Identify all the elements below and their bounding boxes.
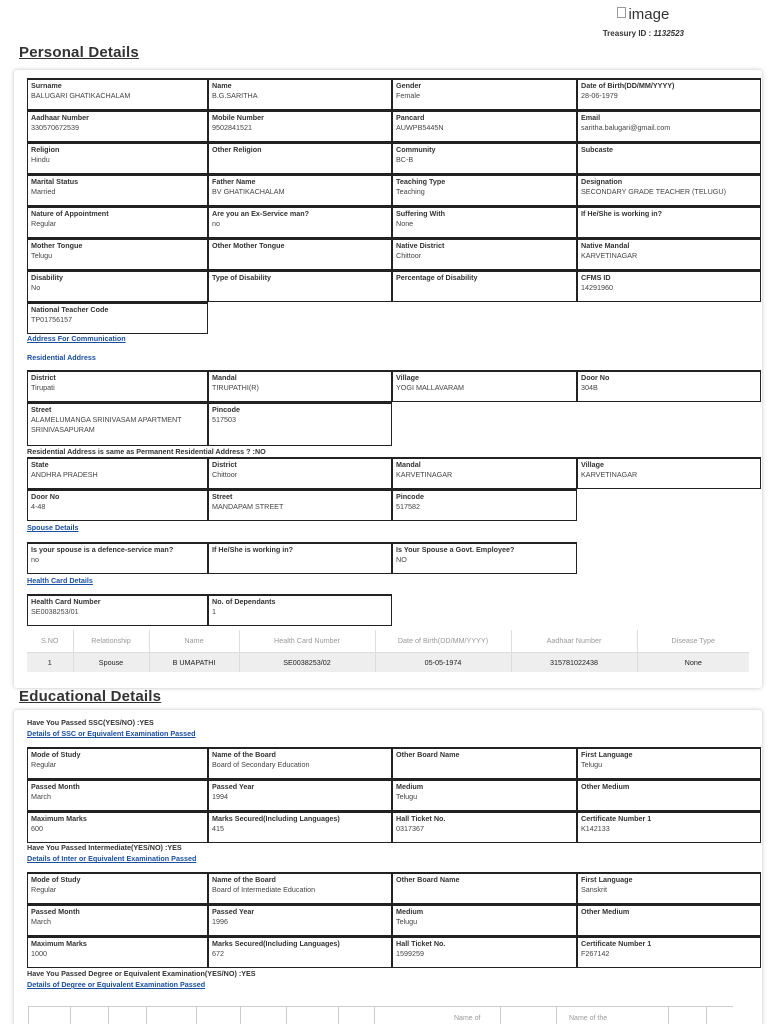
broken-image-icon: image: [617, 6, 669, 23]
field-medium: [392, 904, 577, 936]
field-suffering-with: [392, 206, 577, 238]
field-label: Village: [581, 460, 605, 469]
field-label: If He/She is working in?: [581, 209, 663, 218]
field-label: Father Name: [212, 177, 256, 186]
field-certificate-number-1: [577, 936, 761, 968]
field-value: Board of Secondary Education: [212, 760, 310, 769]
field-label: Teaching Type: [396, 177, 446, 186]
field-label: Pancard: [396, 113, 425, 122]
field-value: Chittoor: [212, 470, 238, 479]
field-other-religion: [208, 142, 392, 174]
field-email: [577, 110, 761, 142]
table-divider: [706, 1007, 707, 1024]
column-header: Health Card Number: [239, 630, 375, 652]
table-divider: [28, 1007, 29, 1024]
field-value: No: [31, 283, 41, 292]
field-label: District: [31, 373, 56, 382]
field-native-mandal: [577, 238, 761, 270]
field-other-board-name: [392, 872, 577, 904]
field-value: 14291960: [581, 283, 613, 292]
field-name-of-the-board: [208, 747, 392, 779]
field-label: Designation: [581, 177, 623, 186]
spouse-details-link[interactable]: Spouse Details: [27, 523, 79, 532]
field-value: 9502841521: [212, 123, 252, 132]
field-first-language: [577, 747, 761, 779]
field-label: Disability: [31, 273, 63, 282]
field-value: SE0038253/01: [31, 607, 79, 616]
field-value: saritha.balugari@gmail.com: [581, 123, 671, 132]
field-label: Marital Status: [31, 177, 79, 186]
field-value: AUWPB5445N: [396, 123, 444, 132]
field-district: [208, 457, 392, 489]
field-cfms-id: [577, 270, 761, 302]
field-value: BC-B: [396, 155, 414, 164]
inter-details-link[interactable]: Details of Inter or Equivalent Examination Passed: [27, 854, 197, 863]
field-value: no: [212, 219, 220, 228]
field-value: Sanskrit: [581, 885, 607, 894]
field-label: Mandal: [396, 460, 421, 469]
column-header: Date of Birth(DD/MM/YYYY): [375, 630, 511, 652]
field-value: Teaching: [396, 187, 425, 196]
field-other-medium: [577, 779, 761, 811]
field-religion: [27, 142, 208, 174]
field-label: Aadhaar Number: [31, 113, 89, 122]
field-label: No. of Dependants: [212, 597, 276, 606]
field-value: no: [31, 555, 39, 564]
field-are-you-an-ex-service-man: [208, 206, 392, 238]
field-label: District: [212, 460, 237, 469]
field-value: K142133: [581, 824, 610, 833]
field-label: Other Board Name: [396, 750, 460, 759]
field-medium: [392, 779, 577, 811]
field-label: Hall Ticket No.: [396, 939, 446, 948]
field-label: Other Board Name: [396, 875, 460, 884]
column-header: Disease Type: [637, 630, 749, 652]
field-value: Female: [396, 91, 420, 100]
field-value: Tirupati: [31, 383, 55, 392]
field-designation: [577, 174, 761, 206]
field-hall-ticket-no: [392, 811, 577, 843]
field-value: B.G.SARITHA: [212, 91, 258, 100]
health-card-details-link[interactable]: Health Card Details: [27, 576, 93, 585]
field-value: YOGI MALLAVARAM: [396, 383, 465, 392]
field-label: Maximum Marks: [31, 939, 87, 948]
field-label: Medium: [396, 782, 424, 791]
field-mandal: [208, 370, 392, 402]
field-passed-year: [208, 904, 392, 936]
column-header: Name: [149, 630, 239, 652]
field-name-of-the-board: [208, 872, 392, 904]
field-pancard: [392, 110, 577, 142]
field-marital-status: [27, 174, 208, 206]
field-label: Mode of Study: [31, 750, 81, 759]
field-value: 415: [212, 824, 224, 833]
field-maximum-marks: [27, 811, 208, 843]
field-label: Is your spouse is a defence-service man?: [31, 545, 174, 554]
field-value: KARVETINAGAR: [396, 470, 453, 479]
field-label: Date of Birth(DD/MM/YYYY): [581, 81, 675, 90]
field-value: 330570672539: [31, 123, 79, 132]
field-value: 0317367: [396, 824, 424, 833]
field-label: Door No: [31, 492, 60, 501]
column-header: Relationship: [73, 630, 149, 652]
field-value: NO: [396, 555, 407, 564]
field-passed-month: [27, 904, 208, 936]
field-value: Board of Intermediate Education: [212, 885, 316, 894]
field-health-card-number: [27, 594, 208, 626]
field-state: [27, 457, 208, 489]
field-other-medium: [577, 904, 761, 936]
field-value: 28-06-1979: [581, 91, 618, 100]
field-label: Medium: [396, 907, 424, 916]
field-hall-ticket-no: [392, 936, 577, 968]
field-disability: [27, 270, 208, 302]
treasury-id: Treasury ID : 1132523: [602, 29, 684, 38]
field-label: Village: [396, 373, 420, 382]
field-value: 1599259: [396, 949, 424, 958]
field-value: KARVETINAGAR: [581, 251, 638, 260]
field-label: First Language: [581, 750, 633, 759]
field-value: 1996: [212, 917, 228, 926]
field-label: Health Card Number: [31, 597, 101, 606]
field-label: Native Mandal: [581, 241, 630, 250]
field-label: Gender: [396, 81, 422, 90]
field-door-no: [27, 489, 208, 521]
field-gender: [392, 78, 577, 110]
field-street: [27, 402, 208, 446]
field-pincode: [208, 402, 392, 446]
field-label: Certificate Number 1: [581, 939, 652, 948]
table-divider: [668, 1007, 669, 1024]
field-name: [208, 78, 392, 110]
field-value: ANDHRA PRADESH: [31, 470, 98, 479]
degree-note: Have You Passed Degree or Equivalent Examination(YES/NO) :YES: [27, 969, 256, 978]
field-label: Other Religion: [212, 145, 262, 154]
field-label: Surname: [31, 81, 62, 90]
field-label: Type of Disability: [212, 273, 271, 282]
residential-address-link[interactable]: Residential Address: [27, 353, 96, 362]
field-value: 304B: [581, 383, 598, 392]
educational-details-title: Educational Details: [19, 688, 162, 705]
field-label: Certificate Number 1: [581, 814, 652, 823]
field-passed-month: [27, 779, 208, 811]
field-value: None: [396, 219, 414, 228]
address-for-communication-link[interactable]: Address For Communication: [27, 334, 126, 343]
field-label: Passed Month: [31, 782, 80, 791]
field-value: MANDAPAM STREET: [212, 502, 284, 511]
table-divider: [70, 1007, 71, 1024]
field-label: Subcaste: [581, 145, 613, 154]
table-cell: SE0038253/02: [239, 652, 375, 672]
field-value: BALUGARI GHATIKACHALAM: [31, 91, 131, 100]
field-value: 1: [212, 607, 216, 616]
table-cell: 315781022438: [511, 652, 637, 672]
field-marks-secured-including-languages: [208, 811, 392, 843]
field-value: 600: [31, 824, 43, 833]
field-label: Percentage of Disability: [396, 273, 478, 282]
field-value: 517503: [212, 415, 236, 424]
field-label: Marks Secured(Including Languages): [212, 939, 340, 948]
field-aadhaar-number: [27, 110, 208, 142]
degree-table-header: Name of the: [569, 1015, 608, 1022]
field-village: [392, 370, 577, 402]
field-label: Passed Year: [212, 907, 255, 916]
field-label: Street: [212, 492, 233, 501]
field-label: Door No: [581, 373, 610, 382]
column-header: Aadhaar Number: [511, 630, 637, 652]
field-label: Marks Secured(Including Languages): [212, 814, 340, 823]
field-label: Passed Month: [31, 907, 80, 916]
field-value: March: [31, 792, 51, 801]
ssc-details-link[interactable]: Details of SSC or Equivalent Examination Passed: [27, 729, 196, 738]
field-label: Are you an Ex-Service man?: [212, 209, 310, 218]
field-percentage-of-disability: [392, 270, 577, 302]
field-certificate-number-1: [577, 811, 761, 843]
header-block: [603, 6, 684, 38]
field-value: Regular: [31, 219, 57, 228]
field-label: Pincode: [212, 405, 240, 414]
column-header: S.NO: [27, 630, 73, 652]
field-label: Name of the Board: [212, 750, 276, 759]
table-divider: [338, 1007, 339, 1024]
field-nature-of-appointment: [27, 206, 208, 238]
table-cell: Spouse: [73, 652, 149, 672]
field-door-no: [577, 370, 761, 402]
table-row: [27, 652, 749, 672]
field-teaching-type: [392, 174, 577, 206]
table-divider: [146, 1007, 147, 1024]
field-value: KARVETINAGAR: [581, 470, 638, 479]
field-other-board-name: [392, 747, 577, 779]
field-value: 672: [212, 949, 224, 958]
ssc-note: Have You Passed SSC(YES/NO) :YES: [27, 718, 154, 727]
field-label: Name: [212, 81, 232, 90]
field-national-teacher-code: [27, 302, 208, 334]
field-value: TIRUPATHI(R): [212, 383, 259, 392]
table-divider: [240, 1007, 241, 1024]
field-label: Is Your Spouse a Govt. Employee?: [396, 545, 515, 554]
inter-note: Have You Passed Intermediate(YES/NO) :YES: [27, 843, 182, 852]
field-first-language: [577, 872, 761, 904]
field-pincode: [392, 489, 577, 521]
field-value: Telugu: [396, 792, 418, 801]
field-value: 1000: [31, 949, 47, 958]
same-address-note: Residential Address is same as Permanent Residential Address ? :NO: [27, 447, 266, 456]
field-label: Mode of Study: [31, 875, 81, 884]
field-label: National Teacher Code: [31, 305, 109, 314]
table-cell: 05-05-1974: [375, 652, 511, 672]
field-label: Other Medium: [581, 907, 630, 916]
field-value: March: [31, 917, 51, 926]
field-label: Other Medium: [581, 782, 630, 791]
field-community: [392, 142, 577, 174]
field-label: Hall Ticket No.: [396, 814, 446, 823]
field-label: Community: [396, 145, 436, 154]
dependents-table: [27, 630, 749, 672]
field-value: Hindu: [31, 155, 50, 164]
field-value: ALAMELUMANGA SRINIVASAM APARTMENT SRINIVASAPURAM: [31, 415, 182, 434]
degree-table-header: Name of: [454, 1015, 481, 1022]
field-label: First Language: [581, 875, 633, 884]
field-label: CFMS ID: [581, 273, 611, 282]
field-value: 4-48: [31, 502, 46, 511]
field-value: F267142: [581, 949, 610, 958]
table-divider: [196, 1007, 197, 1024]
table-cell: None: [637, 652, 749, 672]
field-label: Pincode: [396, 492, 424, 501]
field-type-of-disability: [208, 270, 392, 302]
field-native-district: [392, 238, 577, 270]
field-label: Maximum Marks: [31, 814, 87, 823]
dependents-header-row: [27, 630, 749, 652]
field-if-he-she-is-working-in: [208, 542, 392, 574]
field-value: Married: [31, 187, 56, 196]
field-label: Other Mother Tongue: [212, 241, 285, 250]
field-value: Telugu: [31, 251, 53, 260]
field-other-mother-tongue: [208, 238, 392, 270]
personal-details-title: Personal Details: [19, 44, 139, 61]
field-label: Street: [31, 405, 52, 414]
field-label: Name of the Board: [212, 875, 276, 884]
field-maximum-marks: [27, 936, 208, 968]
field-value: Chittoor: [396, 251, 422, 260]
field-mode-of-study: [27, 872, 208, 904]
field-mode-of-study: [27, 747, 208, 779]
field-value: Telugu: [581, 760, 603, 769]
field-father-name: [208, 174, 392, 206]
field-value: Regular: [31, 885, 57, 894]
field-surname: [27, 78, 208, 110]
field-value: BV GHATIKACHALAM: [212, 187, 285, 196]
field-is-your-spouse-a-govt-employee: [392, 542, 577, 574]
field-if-he-she-is-working-in: [577, 206, 761, 238]
field-label: State: [31, 460, 49, 469]
field-label: Passed Year: [212, 782, 255, 791]
field-marks-secured-including-languages: [208, 936, 392, 968]
field-value: Regular: [31, 760, 57, 769]
field-label: Nature of Appointment: [31, 209, 109, 218]
table-cell: B UMAPATHI: [149, 652, 239, 672]
field-is-your-spouse-is-a-defence-service-man: [27, 542, 208, 574]
field-no-of-dependants: [208, 594, 392, 626]
field-label: If He/She is working in?: [212, 545, 294, 554]
degree-details-link[interactable]: Details of Degree or Equivalent Examination Passed: [27, 980, 206, 989]
field-subcaste: [577, 142, 761, 174]
field-street: [208, 489, 392, 521]
field-label: Suffering With: [396, 209, 446, 218]
table-divider: [500, 1007, 501, 1024]
table-divider: [108, 1007, 109, 1024]
field-date-of-birth-dd-mm-yyyy: [577, 78, 761, 110]
field-value: TP01756157: [31, 315, 73, 324]
field-label: Mandal: [212, 373, 237, 382]
field-value: SECONDARY GRADE TEACHER (TELUGU): [581, 187, 726, 196]
field-mandal: [392, 457, 577, 489]
field-label: Mother Tongue: [31, 241, 83, 250]
field-value: 517582: [396, 502, 420, 511]
table-divider: [374, 1007, 375, 1024]
table-divider: [556, 1007, 557, 1024]
field-value: Telugu: [396, 917, 418, 926]
table-divider: [286, 1007, 287, 1024]
field-passed-year: [208, 779, 392, 811]
field-value: 1994: [212, 792, 228, 801]
degree-table: [28, 1006, 733, 1024]
field-village: [577, 457, 761, 489]
field-district: [27, 370, 208, 402]
field-label: Email: [581, 113, 601, 122]
field-mother-tongue: [27, 238, 208, 270]
field-label: Mobile Number: [212, 113, 264, 122]
field-label: Religion: [31, 145, 60, 154]
field-label: Native District: [396, 241, 445, 250]
table-cell: 1: [27, 652, 73, 672]
field-mobile-number: [208, 110, 392, 142]
